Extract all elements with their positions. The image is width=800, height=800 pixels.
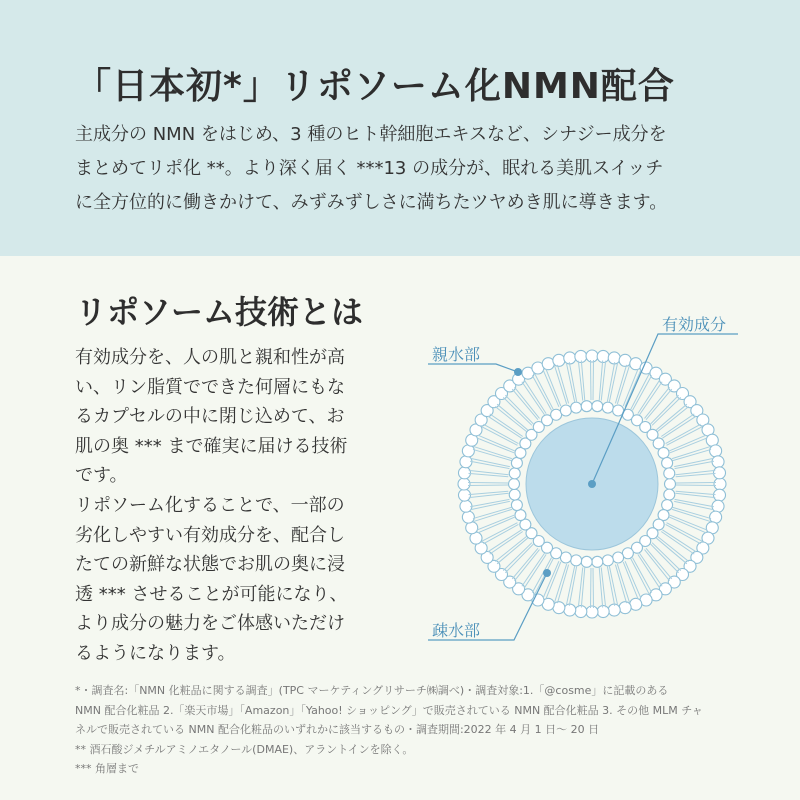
- lipid-tail: [555, 564, 567, 602]
- lipid-head: [592, 401, 603, 412]
- lipid-tail: [617, 564, 629, 602]
- body-line: い、リン脂質でできた何層にもな: [75, 376, 345, 398]
- lipid-tail: [483, 524, 518, 543]
- lipid-head: [597, 350, 609, 362]
- footnote-line: ネルで販売されている NMN 配合化粧品のいずれかに該当するもの・調査期間:2022 年 4 月 1 日〜 20 日: [75, 723, 600, 736]
- lipid-tail: [632, 558, 651, 593]
- lipid-head: [509, 479, 520, 490]
- lipid-head: [586, 606, 598, 618]
- lipid-head: [665, 479, 676, 490]
- lipid-head: [553, 354, 565, 366]
- lipid-tail: [638, 554, 660, 588]
- lipid-tail: [662, 530, 696, 552]
- lipid-tail: [672, 509, 710, 521]
- lipid-head: [511, 457, 522, 468]
- page-title: 「日本初*」リポソーム化NMN配合: [75, 66, 675, 107]
- lipid-tail: [662, 416, 696, 438]
- lipid-tail: [666, 424, 701, 443]
- footnote-line: *・調査名:「NMN 化粧品に関する調査」(TPC マーケティングリサーチ㈱調べ)・調査対象:1.「@cosme」に記載のある: [75, 684, 669, 697]
- leader-line-hydrophilic: [428, 364, 518, 372]
- lipid-head: [714, 467, 726, 479]
- lead-line: まとめてリポ化 **。より深く届く ***13 の成分が、眠れる美肌スイッチ: [75, 158, 664, 179]
- body-line: です。: [75, 465, 128, 487]
- lipid-tail: [669, 435, 706, 451]
- lipid-tail: [473, 449, 511, 460]
- lipid-tail: [555, 366, 567, 404]
- footnotes: [75, 681, 775, 779]
- lipid-tail: [488, 530, 522, 552]
- lipid-tail: [478, 517, 515, 533]
- lipid-head: [664, 489, 675, 500]
- lipid-head: [509, 468, 520, 479]
- body-line: たての新鮮な状態でお肌の奥に浸: [75, 554, 345, 576]
- footnote-line: *** 角層まで: [75, 762, 139, 775]
- lipid-tail: [524, 554, 546, 588]
- lipid-head: [710, 445, 722, 457]
- lipid-tail: [557, 365, 568, 403]
- section-body: [75, 343, 395, 669]
- body-line: 劣化しやすい有効成分を、配合し: [75, 524, 345, 546]
- lipid-head: [597, 606, 609, 618]
- lipid-head: [619, 602, 631, 614]
- lipid-tail: [478, 435, 515, 451]
- lipid-head: [658, 447, 669, 458]
- lipid-head: [714, 489, 726, 501]
- lipid-tail: [673, 449, 711, 460]
- lipid-head: [664, 468, 675, 479]
- lipid-head: [462, 511, 474, 523]
- lipid-head: [581, 401, 592, 412]
- lipid-tail: [543, 370, 559, 407]
- body-line: より成分の魅力をご体感いただけ: [75, 613, 345, 635]
- lipid-head: [571, 555, 582, 566]
- lipid-tail: [617, 366, 629, 404]
- body-line: 肌の奥 *** まで確実に届ける技術: [75, 435, 348, 457]
- lipid-head: [571, 402, 582, 413]
- lipid-head: [560, 405, 571, 416]
- lead-paragraph: [75, 118, 745, 220]
- lead-line: に全方位的に働きかけて、みずみずしさに満ちたツヤめき肌に導きます。: [75, 192, 668, 213]
- lipid-tail: [673, 507, 711, 518]
- lipid-tail: [669, 517, 706, 533]
- lipid-tail: [615, 365, 626, 403]
- liposome-diagram: [420, 300, 780, 660]
- lipid-tail: [625, 370, 641, 407]
- body-line: 有効成分を、人の肌と親和性が高: [75, 347, 345, 368]
- section-heading: リポソーム技術とは: [75, 293, 364, 331]
- label-hydrophobic: 疎水部: [432, 621, 481, 640]
- lipid-tail: [488, 416, 522, 438]
- lipid-tail: [473, 507, 511, 518]
- lipid-tail: [474, 509, 512, 521]
- footnote-line: NMN 配合化粧品 2.「楽天市場」「Amazon」「Yahoo! ショッピング」で販売されている NMN 配合化粧品 3. その他 MLM チャ: [75, 703, 703, 717]
- lipid-head: [592, 556, 603, 567]
- body-line: るようになります。: [75, 642, 236, 664]
- lipid-tail: [543, 561, 559, 598]
- lipid-tail: [615, 565, 626, 603]
- lipid-tail: [638, 380, 660, 414]
- lipid-tail: [532, 375, 551, 410]
- lipid-tail: [666, 524, 701, 543]
- lipid-head: [509, 489, 520, 500]
- lipid-head: [602, 402, 613, 413]
- lipid-head: [458, 478, 470, 490]
- lead-line: 主成分の NMN をはじめ、3 種のヒト幹細胞エキスなど、シナジー成分を: [75, 124, 667, 145]
- footnote-line: ** 酒石酸ジメチルアミノエタノール(DMAE)、アラントインを除く。: [75, 742, 414, 756]
- lipid-head: [602, 555, 613, 566]
- lipid-tail: [672, 447, 710, 459]
- lipid-head: [662, 500, 673, 511]
- lipid-tail: [524, 380, 546, 414]
- lipid-head: [575, 606, 587, 618]
- lipid-tail: [483, 424, 518, 443]
- label-hydrophilic: 親水部: [432, 345, 481, 364]
- lipid-tail: [474, 447, 512, 459]
- lipid-head: [581, 556, 592, 567]
- lipid-head: [613, 552, 624, 563]
- lipid-tail: [557, 565, 568, 603]
- lipid-tail: [632, 375, 651, 410]
- lipid-head: [586, 350, 598, 362]
- lipid-head: [515, 510, 526, 521]
- lipid-head: [662, 457, 673, 468]
- lipid-head: [458, 489, 470, 501]
- lipid-head: [511, 500, 522, 511]
- lipid-head: [575, 350, 587, 362]
- body-line: リポソーム化することで、一部の: [75, 494, 345, 516]
- body-line: 透 *** させることが可能になり、: [75, 583, 348, 605]
- lipid-tail: [625, 561, 641, 598]
- lipid-head: [458, 467, 470, 479]
- body-line: るカプセルの中に閉じ込めて、お: [75, 406, 345, 428]
- label-active-ingredient: 有効成分: [662, 315, 727, 334]
- lipid-head: [714, 478, 726, 490]
